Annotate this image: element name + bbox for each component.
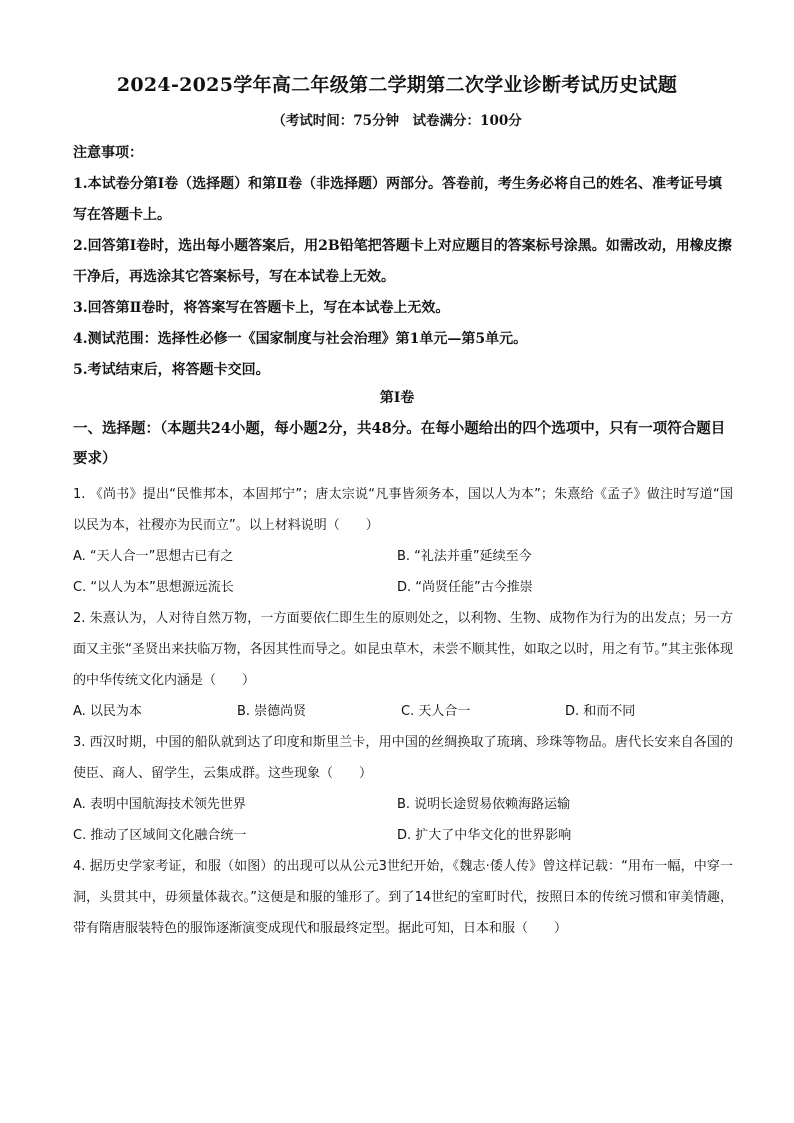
option-a: A. 表明中国航海技术领先世界 (73, 797, 246, 812)
notes-block (73, 140, 733, 386)
option-c: C. 推动了区域间文化融合统一 (73, 828, 247, 843)
exam-subtitle: （考试时间：75分钟 试卷满分：100分 (272, 113, 522, 129)
option-b: B. “礼法并重”延续至今 (397, 549, 532, 564)
options-group (73, 696, 733, 727)
options-group (73, 541, 733, 603)
question-4 (73, 851, 733, 944)
option-d: D. 扩大了中华文化的世界影响 (397, 828, 572, 843)
option-c: C. 天人合一 (401, 704, 471, 719)
section-title: 第Ⅰ卷 (379, 390, 415, 406)
question-list (73, 479, 733, 944)
notes-item: 4.测试范围：选择性必修一《国家制度与社会治理》第1单元—第5单元。 (73, 331, 528, 347)
notes-item: 3.回答第Ⅱ卷时，将答案写在答题卡上，写在本试卷上无效。 (73, 300, 450, 316)
option-a: A. “天人合一”思想古已有之 (73, 549, 234, 564)
option-a: A. 以民为本 (73, 704, 142, 719)
question-3 (73, 727, 733, 851)
notes-item: 1.本试卷分第Ⅰ卷（选择题）和第Ⅱ卷（非选择题）两部分。答卷前，考生务必将自己的姓名、准考证号填写在答题卡上。 (73, 176, 722, 223)
options-group (73, 789, 733, 851)
notes-item: 5.考试结束后，将答题卡交回。 (73, 362, 270, 378)
section-heading: 一、选择题：（本题共24小题，每小题2分，共48分。在每小题给出的四个选项中，只有一项符合题目要求） (73, 420, 726, 467)
question-stem: 3. 西汉时期，中国的船队就到达了印度和斯里兰卡，用中国的丝绸换取了琉璃、珍珠等物品。唐代长安来自各国的使臣、商人、留学生，云集成群。这些现象（ ） (73, 735, 733, 781)
exam-title: 2024-2025学年高二年级第二学期第二次学业诊断考试历史试题 (116, 74, 678, 96)
question-stem: 1. 《尚书》提出“民惟邦本，本固邦宁”；唐太宗说“凡事皆须务本，国以人为本”；朱熹给《孟子》做注时写道“国以民为本，社稷亦为民而立”。以上材料说明（ ） (73, 487, 733, 533)
option-d: D. “尚贤任能”古今推崇 (397, 580, 533, 595)
option-b: B. 说明长途贸易依赖海路运输 (397, 797, 571, 812)
question-stem: 2. 朱熹认为，人对待自然万物，一方面要依仁即生生的原则处之，以利物、生物、成物作为行为的出发点；另一方面又主张“圣贤出来扶临万物，各因其性而导之。如昆虫草木，未尝不顺其性，如取之以时，用之有节。”其主张体现的中华传统文化内涵是（ ） (73, 611, 733, 688)
option-b: B. 崇德尚贤 (237, 704, 307, 719)
option-c: C. “以人为本”思想源远流长 (73, 580, 234, 595)
notes-item: 2.回答第Ⅰ卷时，选出每小题答案后，用2B铅笔把答题卡上对应题目的答案标号涂黑。如需改动，用橡皮擦干净后，再选涂其它答案标号，写在本试卷上无效。 (73, 238, 732, 285)
question-2 (73, 603, 733, 727)
option-d: D. 和而不同 (565, 704, 636, 719)
question-1 (73, 479, 733, 603)
notes-heading: 注意事项： (73, 145, 143, 161)
question-stem: 4. 据历史学家考证，和服（如图）的出现可以从公元3世纪开始，《魏志·倭人传》曾这样记载：“用布一幅，中穿一洞，头贯其中，毋须量体裁衣。”这便是和服的雏形了。到了14世纪的室町时代，按照日本的传统习惯和审美情趣，带有隋唐服装特色的服饰逐渐演变成现代和服最终定型。据此可知，日本和服（ ） (73, 859, 733, 936)
